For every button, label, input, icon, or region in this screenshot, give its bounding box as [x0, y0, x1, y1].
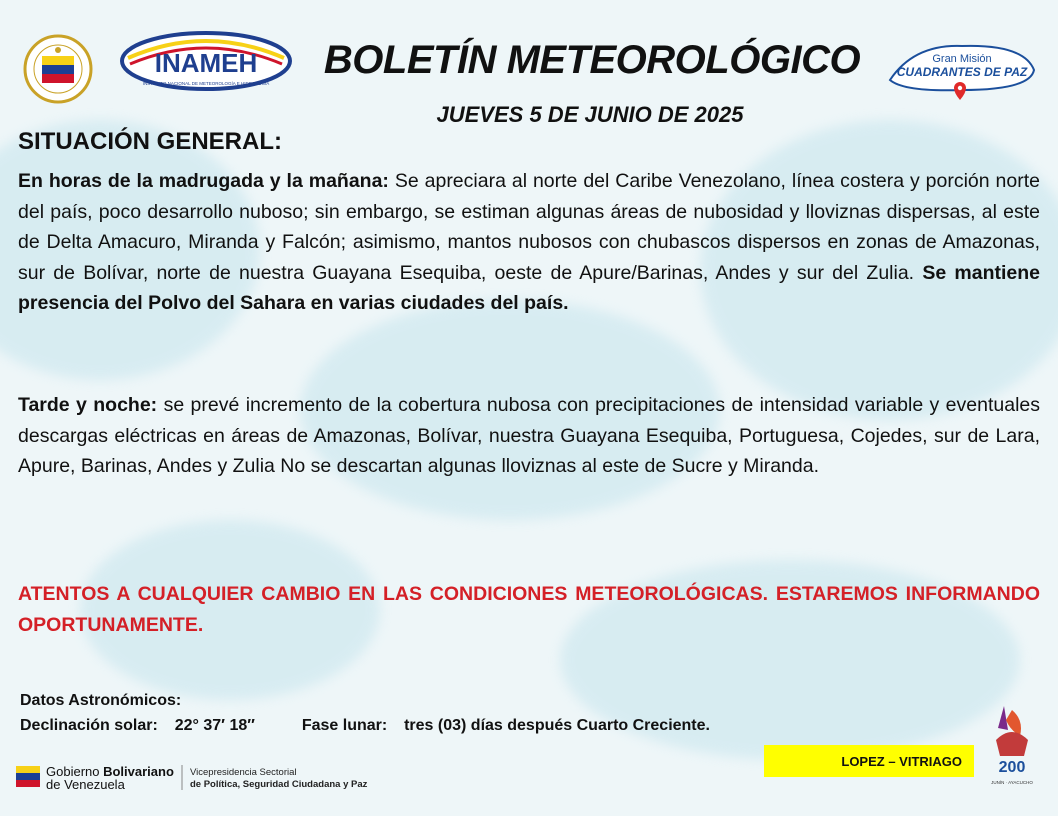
gov-line1-b: Bolivariano — [103, 764, 174, 779]
astronomical-data-line — [20, 717, 710, 735]
morning-text: Se apreciara al norte del Caribe Venezolano, línea costera y porción norte del país, poco desarrollo nuboso; sin embargo, se estiman algunas áreas de nubosidad y lloviznas dispersas, al este de Delta Amacuro, Miranda y Falcón; asimismo, mantos nubosos con chubascos dispersos en zonas de Amazonas, sur de Bolívar, norte de nuestra Guayana Esequiba, oeste de Apure/Barinas, Andes y sur del Zulia. — [18, 170, 1040, 284]
gobierno-bolivariano-logo — [16, 762, 376, 792]
gov-vp-line1: Vicepresidencia Sectorial — [190, 767, 297, 778]
astronomical-data-heading: Datos Astronómicos: — [20, 692, 182, 709]
cuadrantes-top-text: Gran Misión — [932, 53, 992, 65]
morning-forecast-paragraph — [18, 166, 1040, 319]
anniversary-number: 200 — [998, 759, 1026, 776]
bicentennial-emblem — [984, 700, 1040, 790]
cuadrantes-de-paz-logo — [884, 40, 1040, 102]
sahara-dust-notice: Se mantiene presencia del Polvo del Sahara en varias ciudades del país. — [18, 261, 1040, 314]
declination-label: Declinación solar: — [20, 717, 158, 734]
gov-vp-line2: de Política, Seguridad Ciudadana y Paz — [190, 779, 368, 790]
moon-phase-value: tres (03) días después Cuarto Creciente. — [404, 717, 710, 734]
authors-badge: LOPEZ – VITRIAGO — [764, 745, 974, 777]
morning-label: En horas de la madrugada y la mañana: — [18, 170, 389, 192]
bulletin-date: JUEVES 5 DE JUNIO DE 2025 — [436, 102, 744, 127]
afternoon-label: Tarde y noche: — [18, 394, 158, 416]
gov-line1-a: Gobierno — [46, 764, 104, 779]
inameh-logo-text: INAMEH — [154, 48, 258, 78]
inameh-logo-subtext: INSTITUTO NACIONAL DE METEOROLOGÍA E HIDROLOGÍA — [142, 81, 270, 86]
section-heading: SITUACIÓN GENERAL: — [18, 128, 282, 155]
gov-line2: de Venezuela — [46, 777, 125, 792]
inameh-logo — [118, 30, 294, 92]
cuadrantes-main-text: CUADRANTES DE PAZ — [896, 65, 1028, 79]
alert-message: ATENTOS A CUALQUIER CAMBIO EN LAS CONDICIONES METEOROLÓGICAS. ESTAREMOS INFORMANDO OPORTUNAMENTE. — [18, 583, 1040, 636]
declination-value: 22° 37′ 18″ — [174, 717, 255, 734]
location-pin-icon — [954, 82, 966, 100]
afternoon-forecast-paragraph — [18, 390, 1040, 482]
anniversary-text: JUNÍN · AYACUCHO — [991, 780, 1033, 785]
ministry-seal-logo — [20, 34, 96, 104]
afternoon-text: se prevé incremento de la cobertura nubosa con precipitaciones de intensidad variable y eventuales descargas eléctricas en áreas de Amazonas, Bolívar, nuestra Guayana Esequiba, Portuguesa, Cojedes, sur de Lara, Apure, Barinas, Andes y Zulia No se descartan algunas lloviznas al este de Sucre y Miranda. — [18, 394, 1040, 477]
moon-phase-label: Fase lunar: — [301, 717, 388, 734]
bulletin-title: BOLETÍN METEOROLÓGICO — [323, 38, 861, 82]
